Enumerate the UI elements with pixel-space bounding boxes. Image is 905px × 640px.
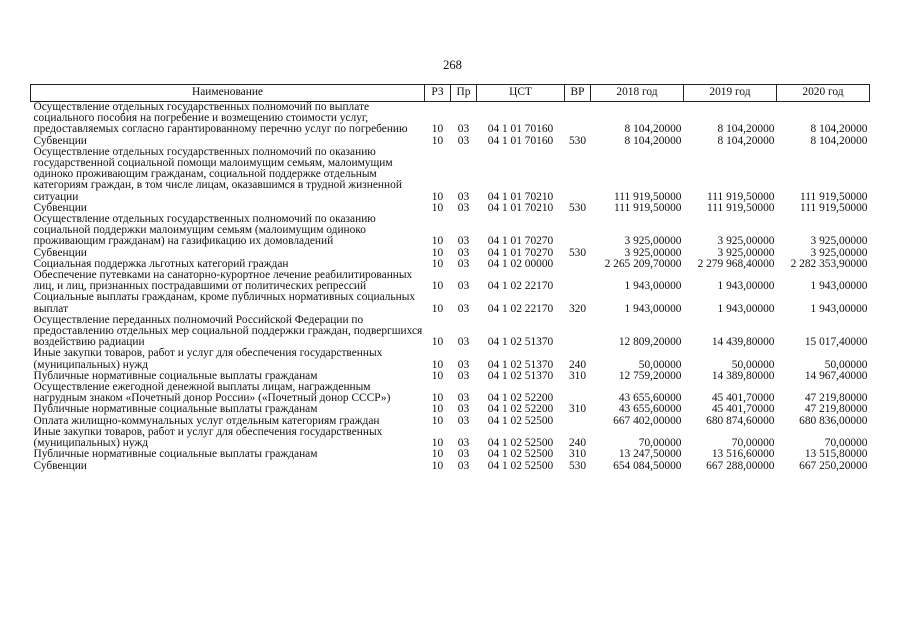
cell-2020: 111 919,50000	[800, 201, 868, 214]
cell-name: Публичные нормативные социальные выплаты гражданам	[33, 369, 318, 382]
cell-rz: 10	[431, 437, 444, 450]
cell-2018: 667 402,00000	[613, 414, 682, 427]
cell-cst: 04 1 02 51370	[487, 369, 554, 382]
cell-2020: 14 967,40000	[804, 369, 868, 382]
cell-cst: 04 1 01 70160	[477, 102, 565, 136]
page-number: 268	[443, 58, 462, 72]
cell-cst: 04 1 02 00000	[487, 257, 554, 270]
cell-2020: 667 250,20000	[799, 459, 868, 472]
table-row	[31, 449, 870, 460]
cell-cst: 04 1 02 51370	[487, 358, 554, 371]
cell-name: Субвенции	[33, 246, 87, 259]
cell-pr: 03	[457, 369, 470, 382]
table-row	[31, 214, 870, 248]
cell-cst: 04 1 02 52500	[487, 448, 554, 461]
table-row	[31, 427, 870, 449]
header-2019: 2019 год	[684, 85, 777, 102]
header-pr: Пр	[451, 85, 477, 102]
cell-rz: 10	[431, 190, 444, 203]
cell-name: Осуществление отдельных государственных полномочий по оказанию социальной поддержки малоимущим семьям (малоимущим одиноко проживающим гражданам) на газификацию их домовладений	[33, 213, 376, 248]
cell-vr: 240	[568, 437, 587, 450]
cell-2019: 14 389,80000	[711, 369, 775, 382]
cell-2019: 2 279 968,40000	[697, 257, 775, 270]
cell-pr: 03	[457, 134, 470, 147]
cell-rz: 10	[431, 201, 444, 214]
cell-rz: 10	[431, 414, 444, 427]
table-row	[31, 315, 870, 349]
cell-vr: 310	[568, 403, 587, 416]
table-row	[31, 404, 870, 415]
cell-2019: 45 401,70000	[711, 403, 775, 416]
cell-cst: 04 1 01 70210	[487, 190, 554, 203]
cell-2018: 70,00000	[638, 437, 682, 450]
cell-2019: 680 874,60000	[706, 414, 775, 427]
cell-rz: 10	[431, 403, 444, 416]
cell-cst: 04 1 01 70270	[487, 246, 554, 259]
cell-2018: 654 084,50000	[613, 459, 682, 472]
cell-vr	[565, 270, 591, 292]
cell-2018: 3 925,00000	[624, 246, 682, 259]
cell-name: Социальные выплаты гражданам, кроме публичных нормативных социальных выплат	[33, 291, 416, 315]
cell-2018: 12 809,20000	[618, 336, 682, 349]
cell-vr	[565, 214, 591, 248]
cell-2018: 2 265 209,70000	[604, 257, 682, 270]
cell-cst: 04 1 02 22170	[487, 280, 554, 293]
cell-cst: 04 1 02 52200	[487, 392, 554, 405]
cell-cst: 04 1 01 70270	[487, 235, 554, 248]
cell-vr: 530	[568, 201, 587, 214]
cell-rz: 10	[431, 392, 444, 405]
cell-rz: 10	[431, 459, 444, 472]
cell-2020: 50,00000	[824, 358, 868, 371]
cell-pr: 03	[457, 246, 470, 259]
cell-rz: 10	[431, 235, 444, 248]
cell-2018: 1 943,00000	[624, 280, 682, 293]
cell-2019: 50,00000	[731, 358, 775, 371]
cell-rz: 10	[431, 257, 444, 270]
cell-pr: 03	[457, 459, 470, 472]
cell-vr	[565, 315, 591, 349]
cell-vr: 240	[568, 358, 587, 371]
cell-rz: 10	[431, 280, 444, 293]
cell-name: Осуществление отдельных государственных полномочий по выплате социального пособия на погребение и возмещению стоимости услуг, предоставляемых согласно гарантированному перечню услуг по погребению	[31, 102, 425, 136]
cell-2019: 8 104,20000	[717, 134, 775, 147]
cell-name: Обеспечение путевками на санаторно-курортное лечение реабилитированных лиц, и лиц, признанных пострадавшими от политических репрессий	[33, 269, 413, 293]
cell-2018: 8 104,20000	[624, 134, 682, 147]
budget-table	[30, 84, 870, 472]
cell-name: Осуществление переданных полномочий Российской Федерации по предоставлению отдельных мер социальной поддержки граждан, подвергшихся воздействию радиации	[33, 313, 423, 349]
cell-cst: 04 1 02 52500	[487, 437, 554, 450]
cell-2019: 111 919,50000	[707, 201, 775, 214]
cell-2019: 70,00000	[731, 437, 775, 450]
cell-2019: 3 925,00000	[717, 235, 775, 248]
cell-pr: 03	[457, 448, 470, 461]
cell-name: Осуществление ежегодной денежной выплаты лицам, награжденным нагрудным знаком «Почетный донор России» («Почетный донор СССР»)	[33, 381, 391, 405]
header-vr: ВР	[565, 85, 591, 102]
cell-name: Субвенции	[33, 459, 87, 472]
header-rz: РЗ	[425, 85, 451, 102]
table-row	[31, 147, 870, 203]
cell-vr	[565, 416, 591, 427]
cell-2019: 1 943,00000	[717, 302, 775, 315]
cell-2020: 8 104,20000	[777, 102, 870, 136]
cell-2020: 13 515,80000	[804, 448, 868, 461]
cell-rz: 10	[431, 369, 444, 382]
cell-pr: 03	[457, 414, 470, 427]
cell-2018: 50,00000	[638, 358, 682, 371]
cell-pr: 03	[457, 392, 470, 405]
cell-2018: 43 655,60000	[618, 392, 682, 405]
cell-2020: 8 104,20000	[810, 134, 868, 147]
cell-2020: 1 943,00000	[810, 302, 868, 315]
cell-vr: 320	[568, 302, 587, 315]
cell-cst: 04 1 02 52500	[487, 414, 554, 427]
cell-vr: 530	[568, 134, 587, 147]
cell-pr: 03	[457, 190, 470, 203]
cell-rz: 10	[431, 134, 444, 147]
cell-rz: 10	[425, 102, 451, 136]
cell-2020: 680 836,00000	[799, 414, 868, 427]
cell-name: Осуществление отдельных государственных полномочий по оказанию государственной социальной помощи малоимущим семьям, малоимущим одиноко проживающим гражданам, социальной поддержке отдельным категориям граждан, в том числе лицам, оказавшимся в трудной жизненной ситуации	[33, 145, 402, 203]
cell-name: Субвенции	[33, 201, 87, 214]
cell-2020: 70,00000	[824, 437, 868, 450]
cell-2020: 1 943,00000	[810, 280, 868, 293]
header-cst: ЦСТ	[477, 85, 565, 102]
cell-name: Субвенции	[33, 134, 87, 147]
cell-vr: 530	[568, 246, 587, 259]
cell-cst: 04 1 02 52500	[487, 459, 554, 472]
cell-2019: 8 104,20000	[684, 102, 777, 136]
cell-2018: 3 925,00000	[624, 235, 682, 248]
header-2020: 2020 год	[777, 85, 870, 102]
cell-pr: 03	[457, 280, 470, 293]
cell-cst: 04 1 01 70160	[487, 134, 554, 147]
cell-name: Социальная поддержка льготных категорий граждан	[33, 257, 289, 270]
table-row	[31, 270, 870, 292]
cell-2020: 2 282 353,90000	[790, 257, 868, 270]
cell-2020: 111 919,50000	[800, 190, 868, 203]
cell-pr: 03	[457, 302, 470, 315]
table-header-row	[31, 85, 870, 102]
header-2018: 2018 год	[591, 85, 684, 102]
cell-2018: 13 247,50000	[618, 448, 682, 461]
cell-pr: 03	[457, 257, 470, 270]
cell-2020: 47 219,80000	[804, 392, 868, 405]
cell-name: Оплата жилищно-коммунальных услуг отдельным категориям граждан	[33, 414, 380, 427]
cell-name: Публичные нормативные социальные выплаты гражданам	[33, 448, 318, 461]
cell-pr: 03	[457, 336, 470, 349]
cell-cst: 04 1 01 70210	[487, 201, 554, 214]
cell-2020: 15 017,40000	[804, 336, 868, 349]
cell-name: Иные закупки товаров, работ и услуг для обеспечения государственных (муниципальных) нужд	[33, 347, 383, 371]
table-row	[31, 348, 870, 370]
cell-2018: 111 919,50000	[614, 201, 682, 214]
table-row	[31, 292, 870, 314]
cell-name: Иные закупки товаров, работ и услуг для обеспечения государственных (муниципальных) нужд	[33, 425, 383, 450]
cell-2019: 13 516,60000	[711, 448, 775, 461]
cell-2019: 1 943,00000	[717, 280, 775, 293]
cell-2018: 8 104,20000	[591, 102, 684, 136]
table-row	[31, 461, 870, 472]
cell-pr: 03	[457, 403, 470, 416]
cell-2020: 3 925,00000	[810, 235, 868, 248]
cell-2018: 12 759,20000	[618, 369, 682, 382]
table-row	[31, 382, 870, 404]
header-name: Наименование	[31, 85, 425, 102]
cell-pr: 03	[457, 358, 470, 371]
cell-2019: 3 925,00000	[717, 246, 775, 259]
table-body	[31, 102, 870, 472]
cell-cst: 04 1 02 51370	[487, 336, 554, 349]
cell-rz: 10	[431, 448, 444, 461]
cell-pr: 03	[451, 102, 477, 136]
cell-2020: 47 219,80000	[804, 403, 868, 416]
cell-2019: 45 401,70000	[711, 392, 775, 405]
cell-vr	[565, 259, 591, 270]
cell-pr: 03	[457, 437, 470, 450]
cell-rz: 10	[431, 302, 444, 315]
cell-rz: 10	[431, 246, 444, 259]
cell-2018: 111 919,50000	[614, 190, 682, 203]
cell-2019: 14 439,80000	[711, 336, 775, 349]
cell-vr: 310	[568, 369, 587, 382]
cell-rz: 10	[431, 336, 444, 349]
cell-2018: 1 943,00000	[624, 302, 682, 315]
cell-pr: 03	[457, 201, 470, 214]
cell-vr: 310	[568, 448, 587, 461]
cell-vr	[565, 102, 591, 136]
cell-vr: 530	[568, 459, 587, 472]
cell-cst: 04 1 02 52200	[487, 403, 554, 416]
cell-pr: 03	[457, 235, 470, 248]
cell-vr	[565, 147, 591, 203]
cell-2020: 3 925,00000	[810, 246, 868, 259]
cell-2019: 667 288,00000	[706, 459, 775, 472]
cell-2018: 43 655,60000	[618, 403, 682, 416]
table-row	[31, 102, 870, 136]
cell-2019: 111 919,50000	[707, 190, 775, 203]
cell-rz: 10	[431, 358, 444, 371]
cell-name: Публичные нормативные социальные выплаты гражданам	[33, 403, 318, 416]
cell-vr	[565, 382, 591, 404]
cell-cst: 04 1 02 22170	[487, 302, 554, 315]
